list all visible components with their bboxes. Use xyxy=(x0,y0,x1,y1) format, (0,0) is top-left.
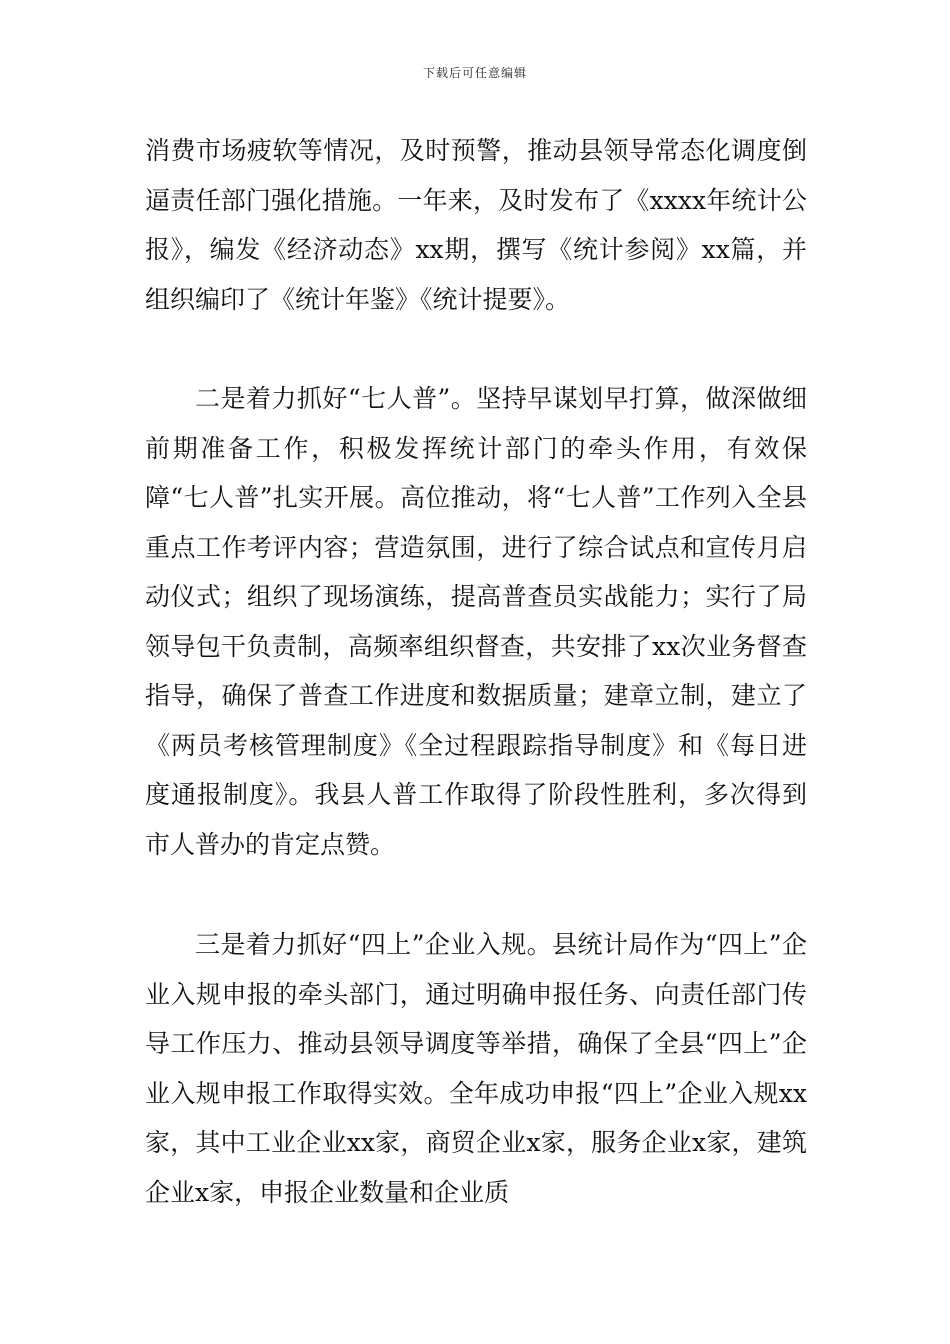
paragraph-census: 二是着力抓好“七人普”。坚持早谋划早打算，做深做细前期准备工作，积极发挥统计部门的牵头作用，有效保障“七人普”扎实开展。高位推动，将“七人普”工作列入全县重点工作考评内容；营造氛围，进行了综合试点和宣传月启动仪式；组织了现场演练，提高普查员实战能力；实行了局领导包干负责制，高频率组织督查，共安排了xx次业务督查指导，确保了普查工作进度和数据质量；建章立制，建立了《两员考核管理制度》《全过程跟踪指导制度》和《每日进度通报制度》。我县人普工作取得了阶段性胜利，多次得到市人普办的肯定点赞。 xyxy=(145,384,807,859)
header-note: 下载后可任意编辑 xyxy=(422,66,527,80)
paragraph-enterprise-registration: 三是着力抓好“四上”企业入规。县统计局作为“四上”企业入规申报的牵头部门，通过明确申报任务、向责任部门传导工作压力、推动县领导调度等举措，确保了全县“四上”企业入规申报工作取得实效。全年成功申报“四上”企业入规xx家，其中工业企业xx家，商贸企业x家，服务企业x家，建筑企业x家，申报企业数量和企业质 xyxy=(145,930,808,1207)
paragraph-continuation: 消费市场疲软等情况，及时预警，推动县领导常态化调度倒逼责任部门强化措施。一年来，及时发布了《xxxx年统计公报》，编发《经济动态》xx期，撰写《统计参阅》xx篇，并组织编印了《统计年鉴》《统计提要》。 xyxy=(145,136,807,314)
